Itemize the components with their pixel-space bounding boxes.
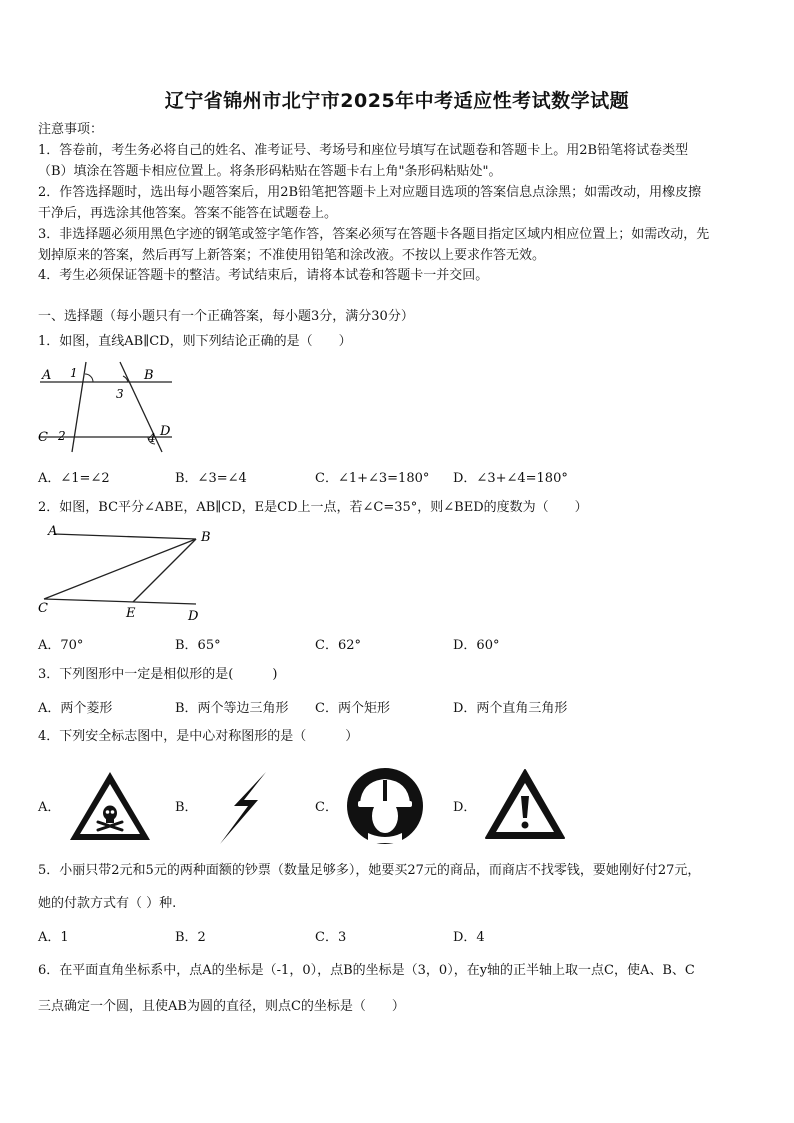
q2-stem: 2．如图，BC平分∠ABE，AB∥CD，E是CD上一点，若∠C=35°，则∠BED的度数为（ ） bbox=[38, 500, 588, 515]
label-a: A bbox=[48, 524, 58, 539]
q4-option-b[interactable]: B． bbox=[175, 800, 198, 815]
page-title: 辽宁省锦州市北宁市2025年中考适应性考试数学试题 bbox=[164, 90, 630, 112]
label-c: C bbox=[38, 601, 48, 616]
q3-option-c[interactable]: C．两个矩形 bbox=[315, 701, 390, 716]
notice-line: （B）填涂在答题卡相应位置上。将条形码粘贴在答题卡右上角"条形码粘贴处"。 bbox=[38, 164, 502, 179]
line-ab bbox=[54, 534, 196, 539]
label-angle-3: 3 bbox=[116, 387, 124, 401]
q1-stem: 1．如图，直线AB∥CD，则下列结论正确的是（ ） bbox=[38, 334, 352, 349]
q5-stem-line2: 她的付款方式有（ ）种. bbox=[38, 896, 177, 911]
section-heading: 一、选择题（每小题只有一个正确答案，每小题3分，满分30分） bbox=[38, 309, 414, 324]
label-angle-2: 2 bbox=[58, 429, 66, 443]
q1-option-a[interactable]: A．∠1=∠2 bbox=[38, 471, 110, 486]
q2-figure bbox=[36, 522, 216, 624]
label-c: C bbox=[38, 430, 48, 445]
toxic-warning-icon[interactable] bbox=[68, 770, 152, 842]
q1-options bbox=[38, 467, 762, 485]
notice-line: 2．作答选择题时，选出每小题答案后，用2B铅笔把答题卡上对应题目选项的答案信息点涂黑；如需改动，用橡皮擦 bbox=[38, 185, 702, 200]
label-e: E bbox=[126, 606, 136, 621]
q1-figure bbox=[36, 358, 176, 456]
segment-be bbox=[133, 539, 196, 602]
q2-options bbox=[38, 634, 762, 652]
label-d: D bbox=[188, 609, 199, 624]
q3-options bbox=[38, 697, 762, 715]
q1-option-c[interactable]: C．∠1+∠3=180° bbox=[315, 471, 430, 486]
q3-option-b[interactable]: B．两个等边三角形 bbox=[175, 701, 289, 716]
notice-line: 3．非选择题必须用黑色字迹的钢笔或签字笔作答，答案必须写在答题卡各题目指定区域内相应位置上；如需改动，先 bbox=[38, 227, 710, 242]
q2-option-a[interactable]: A．70° bbox=[38, 638, 84, 653]
label-d: D bbox=[160, 424, 171, 439]
notice-line: 干净后，再选涂其他答案。答案不能答在试题卷上。 bbox=[38, 206, 338, 221]
q3-option-a[interactable]: A．两个菱形 bbox=[38, 701, 113, 716]
q2-option-c[interactable]: C．62° bbox=[315, 638, 361, 653]
notice-line: 4．考生必须保证答题卡的整洁。考试结束后，请将本试卷和答题卡一并交回。 bbox=[38, 268, 489, 283]
label-b: B bbox=[144, 368, 154, 383]
q5-options bbox=[38, 926, 762, 944]
q1-option-b[interactable]: B．∠3=∠4 bbox=[175, 471, 247, 486]
transversal-right bbox=[120, 362, 162, 452]
hard-hat-icon[interactable] bbox=[346, 767, 424, 845]
q3-option-d[interactable]: D．两个直角三角形 bbox=[453, 701, 568, 716]
q4-option-a[interactable]: A． bbox=[38, 800, 61, 815]
q6-stem-line2: 三点确定一个圆，且使AB为圆的直径，则点C的坐标是（ ） bbox=[38, 999, 405, 1014]
label-angle-1: 1 bbox=[70, 366, 78, 380]
q3-stem: 3．下列图形中一定是相似形的是( ) bbox=[38, 667, 278, 682]
q5-stem-line1: 5．小丽只带2元和5元的两种面额的钞票（数量足够多），她要买27元的商品，而商店不找零钱，要她刚好付27元， bbox=[38, 863, 701, 878]
q6-stem-line1: 6．在平面直角坐标系中，点A的坐标是（-1，0），点B的坐标是（3，0），在y轴的正半轴上取一点C，使A、B、C bbox=[38, 963, 695, 978]
q4-option-d[interactable]: D． bbox=[453, 800, 477, 815]
q5-option-a[interactable]: A．1 bbox=[38, 930, 69, 945]
label-b: B bbox=[201, 530, 211, 545]
q4-stem: 4．下列安全标志图中，是中心对称图形的是（ ） bbox=[38, 729, 359, 744]
notice-line: 1．答卷前，考生务必将自己的姓名、准考证号、考场号和座位号填写在试题卷和答题卡上。用2B铅笔将试卷类型 bbox=[38, 143, 689, 158]
line-cd bbox=[44, 599, 196, 604]
q5-option-b[interactable]: B．2 bbox=[175, 930, 206, 945]
q1-option-d[interactable]: D．∠3+∠4=180° bbox=[453, 471, 568, 486]
q2-option-b[interactable]: B．65° bbox=[175, 638, 221, 653]
exclamation-warning-icon[interactable] bbox=[484, 768, 566, 840]
label-angle-4: 4 bbox=[148, 431, 156, 445]
q4-option-c[interactable]: C． bbox=[315, 800, 338, 815]
segment-bc bbox=[44, 539, 196, 599]
q5-option-d[interactable]: D．4 bbox=[453, 930, 485, 945]
q5-option-c[interactable]: C．3 bbox=[315, 930, 347, 945]
lightning-bolt-icon[interactable] bbox=[214, 770, 272, 846]
notice-line: 划掉原来的答案，然后再写上新答案；不准使用铅笔和涂改液。不按以上要求作答无效。 bbox=[38, 248, 546, 263]
q2-option-d[interactable]: D．60° bbox=[453, 638, 500, 653]
notice-heading: 注意事项： bbox=[38, 122, 104, 137]
label-a: A bbox=[42, 368, 52, 383]
